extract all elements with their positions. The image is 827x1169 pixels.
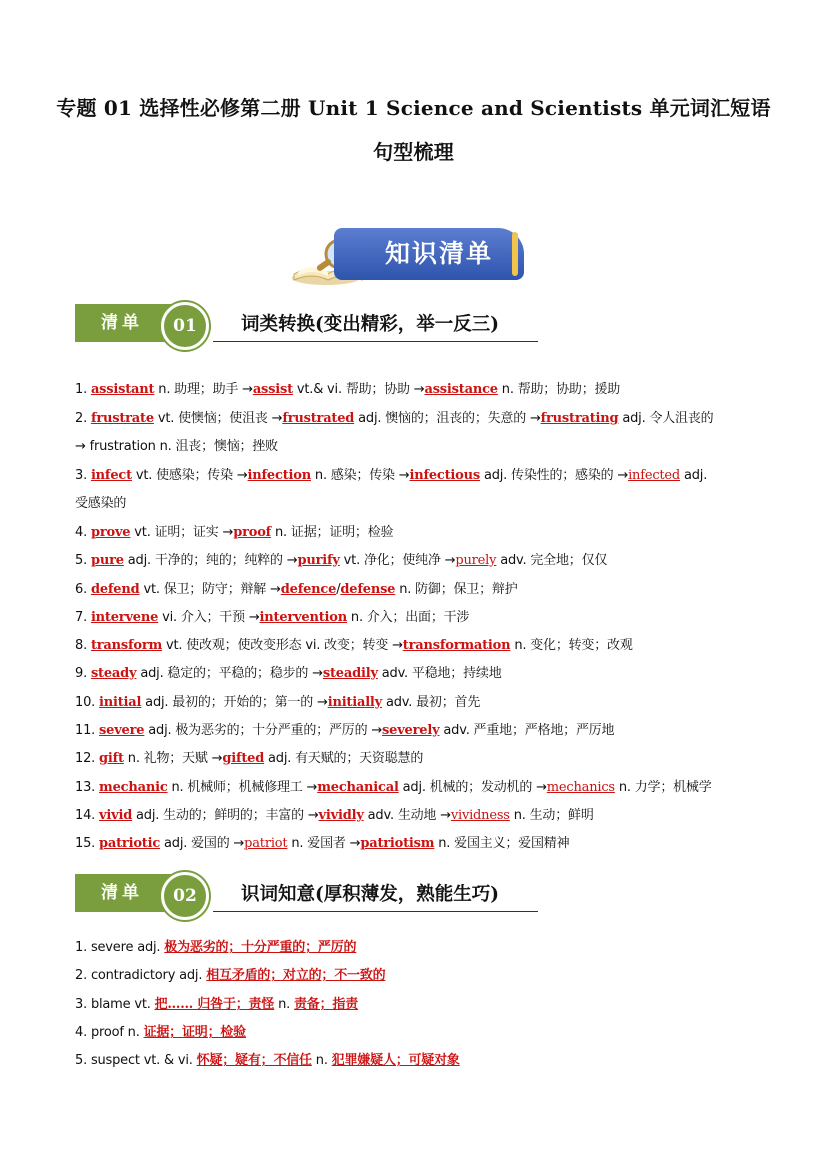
answer-text: frustrated <box>282 411 355 426</box>
section-tag: 清单 <box>75 874 193 912</box>
list-item <box>75 964 765 983</box>
plain-text: n. 爱国者 → <box>287 836 361 851</box>
plain-text: adj. 最初的；开始的；第一的 → <box>141 695 328 710</box>
item-number: 6. <box>75 582 91 597</box>
plain-text: n. 介入；出面；干涉 <box>347 610 470 625</box>
answer-text: mechanical <box>317 780 399 795</box>
answer-text: 证据；证明；检验 <box>143 1025 246 1040</box>
plain-text: vt. 使改观；使改变形态 vi. 改变；转变 → <box>162 638 403 653</box>
answer-text: 极为恶劣的；十分严重的；严厉的 <box>164 940 357 955</box>
item-number: 13. <box>75 780 100 795</box>
answer-text: vividness <box>450 808 510 823</box>
plain-text: 受感染的 <box>75 496 127 511</box>
answer-text: infectious <box>409 468 481 483</box>
plain-text: adv. 平稳地；持续地 <box>377 666 502 681</box>
item-number: 4. <box>75 525 91 540</box>
plain-text: n. 机械师；机械修理工 → <box>167 780 318 795</box>
answer-text: defense <box>340 582 396 597</box>
list-item <box>75 936 765 955</box>
item-number: 1. <box>75 940 91 955</box>
plain-text: blame vt. <box>90 997 155 1012</box>
list-item <box>75 832 765 851</box>
answer-text: proof <box>233 525 272 540</box>
answer-text: transformation <box>402 638 511 653</box>
plain-text: adv. 严重地；严格地；严厉地 <box>439 723 615 738</box>
plain-text: proof n. <box>90 1025 144 1040</box>
item-number: 11. <box>75 723 100 738</box>
list-item <box>75 719 765 738</box>
item-number: 3. <box>75 997 91 1012</box>
item-number: 7. <box>75 610 91 625</box>
section-number: 01 <box>161 302 209 350</box>
plain-text: n. 力学；机械学 <box>614 780 712 795</box>
item-number: 14. <box>75 808 100 823</box>
answer-text: intervene <box>90 610 159 625</box>
badge-label: 知识清单 <box>334 228 524 280</box>
plain-text: / <box>336 582 341 597</box>
plain-text: adj. 生动的；鲜明的；丰富的 → <box>132 808 319 823</box>
list-item <box>75 1049 765 1068</box>
answer-text: prove <box>90 525 131 540</box>
plain-text: adj. 机械的；发动机的 → <box>398 780 547 795</box>
plain-text: adj. 稳定的；平稳的；稳步的 → <box>136 666 323 681</box>
answer-text: defence <box>280 582 337 597</box>
plain-text: n. 变化；转变；改观 <box>510 638 633 653</box>
answer-text: vivid <box>99 808 133 823</box>
plain-text: adv. 最初；首先 <box>382 695 481 710</box>
plain-text: n. <box>274 997 294 1012</box>
page-title: 专题 01 选择性必修第二册 Unit 1 Science and Scientists 单元词汇短语 <box>56 96 771 120</box>
plain-text: adj. 极为恶劣的；十分严重的；严厉的 → <box>144 723 383 738</box>
plain-text: vt. 使感染；传染 → <box>131 468 248 483</box>
item-number: 12. <box>75 751 100 766</box>
item-number: 2. <box>75 968 91 983</box>
item-number: 3. <box>75 468 91 483</box>
answer-text: patriot <box>244 836 288 851</box>
section-header-02 <box>75 874 545 912</box>
answer-text: steady <box>90 666 137 681</box>
item-number: 5. <box>75 1053 91 1068</box>
answer-text: initially <box>327 695 383 710</box>
item-number: 5. <box>75 553 91 568</box>
section-underline <box>213 911 538 912</box>
answer-text: 责备；指责 <box>294 997 359 1012</box>
answer-text: patriotic <box>99 836 161 851</box>
answer-text: 犯罪嫌疑人；可疑对象 <box>331 1053 460 1068</box>
plain-text: vt. 证明；证实 → <box>130 525 234 540</box>
plain-text: severe adj. <box>90 940 165 955</box>
plain-text: vt. 使懊恼；使沮丧 → <box>153 411 283 426</box>
list-item <box>75 407 765 426</box>
answer-text: gifted <box>222 751 265 766</box>
list-item <box>75 435 765 454</box>
plain-text: adj. 干净的；纯的；纯粹的 → <box>123 553 298 568</box>
answer-text: assist <box>252 382 293 397</box>
answer-text: assistant <box>90 382 155 397</box>
answer-text: infected <box>628 468 681 483</box>
plain-text: n. 爱国主义；爱国精神 <box>434 836 570 851</box>
plain-text: adj. 令人沮丧的 <box>618 411 714 426</box>
plain-text: n. 防御；保卫；辩护 <box>395 582 518 597</box>
answer-text: mechanic <box>99 780 168 795</box>
item-number: 9. <box>75 666 91 681</box>
list-item <box>75 662 765 681</box>
item-number: 1. <box>75 382 91 397</box>
answer-text: defend <box>90 582 140 597</box>
plain-text: n. 礼物；天赋 → <box>123 751 223 766</box>
list-item <box>75 993 765 1012</box>
plain-text: adj. 爱国的 → <box>160 836 245 851</box>
answer-text: transform <box>90 638 163 653</box>
item-number: 2. <box>75 411 91 426</box>
list-item <box>75 634 765 653</box>
plain-text: adj. 懊恼的；沮丧的；失意的 → <box>354 411 541 426</box>
list-item <box>75 549 765 568</box>
answer-text: purely <box>455 553 497 568</box>
list-item <box>75 578 765 597</box>
answer-text: pure <box>90 553 124 568</box>
list-item <box>75 747 765 766</box>
list-item <box>75 606 765 625</box>
section-underline <box>213 341 538 342</box>
plain-text: vt.& vi. 帮助；协助 → <box>292 382 425 397</box>
page-title-line2: 句型梳理 <box>373 140 454 164</box>
plain-text: adj. 有天赋的；天资聪慧的 <box>264 751 424 766</box>
answer-text: gift <box>99 751 124 766</box>
plain-text: n. 助理；助手 → <box>154 382 253 397</box>
plain-text: → frustration n. 沮丧；懊恼；挫败 <box>75 439 278 454</box>
answer-text: initial <box>99 695 142 710</box>
item-number: 4. <box>75 1025 91 1040</box>
answer-text: 把…… 归咎于；责怪 <box>154 997 275 1012</box>
answer-text: frustrating <box>540 411 619 426</box>
answer-text: 相互矛盾的；对立的；不一致的 <box>206 968 386 983</box>
plain-text: n. 证据；证明；检验 <box>271 525 394 540</box>
section-title: 识词知意(厚积薄发，熟能生巧) <box>241 884 500 905</box>
plain-text: adj. 传染性的；感染的 → <box>480 468 629 483</box>
list-item <box>75 464 765 483</box>
answer-text: intervention <box>259 610 347 625</box>
plain-text: n. 感染；传染 → <box>310 468 410 483</box>
answer-text: severely <box>382 723 440 738</box>
list-item <box>75 691 765 710</box>
section-number: 02 <box>161 872 209 920</box>
knowledge-list-badge <box>288 222 528 290</box>
plain-text: n. 帮助；协助；援助 <box>497 382 621 397</box>
list-item <box>75 1021 765 1040</box>
plain-text: adv. 完全地；仅仅 <box>496 553 608 568</box>
plain-text: suspect vt. & vi. <box>90 1053 197 1068</box>
answer-text: infect <box>90 468 132 483</box>
answer-text: mechanics <box>546 780 615 795</box>
answer-text: purify <box>297 553 340 568</box>
plain-text: adj. <box>680 468 708 483</box>
plain-text: vt. 净化；使纯净 → <box>339 553 456 568</box>
plain-text: n. 生动；鲜明 <box>509 808 594 823</box>
plain-text: contradictory adj. <box>90 968 207 983</box>
plain-text: n. <box>311 1053 332 1068</box>
answer-text: steadily <box>322 666 378 681</box>
plain-text: vt. 保卫；防守；辩解 → <box>139 582 281 597</box>
answer-text: infection <box>247 468 311 483</box>
item-number: 15. <box>75 836 100 851</box>
list-item <box>75 378 765 397</box>
answer-text: vividly <box>318 808 364 823</box>
section-title: 词类转换(变出精彩，举一反三) <box>241 314 500 335</box>
answer-text: assistance <box>424 382 498 397</box>
item-number: 8. <box>75 638 91 653</box>
list-item <box>75 521 765 540</box>
answer-text: severe <box>99 723 145 738</box>
plain-text: vi. 介入；干预 → <box>158 610 260 625</box>
item-number: 10. <box>75 695 100 710</box>
answer-text: 怀疑；疑有；不信任 <box>196 1053 312 1068</box>
section-header-01 <box>75 304 545 342</box>
answer-text: patriotism <box>360 836 435 851</box>
plain-text: adv. 生动地 → <box>363 808 451 823</box>
list-item <box>75 492 765 511</box>
list-item <box>75 804 765 823</box>
answer-text: frustrate <box>90 411 154 426</box>
list-item <box>75 776 765 795</box>
section-tag: 清单 <box>75 304 193 342</box>
